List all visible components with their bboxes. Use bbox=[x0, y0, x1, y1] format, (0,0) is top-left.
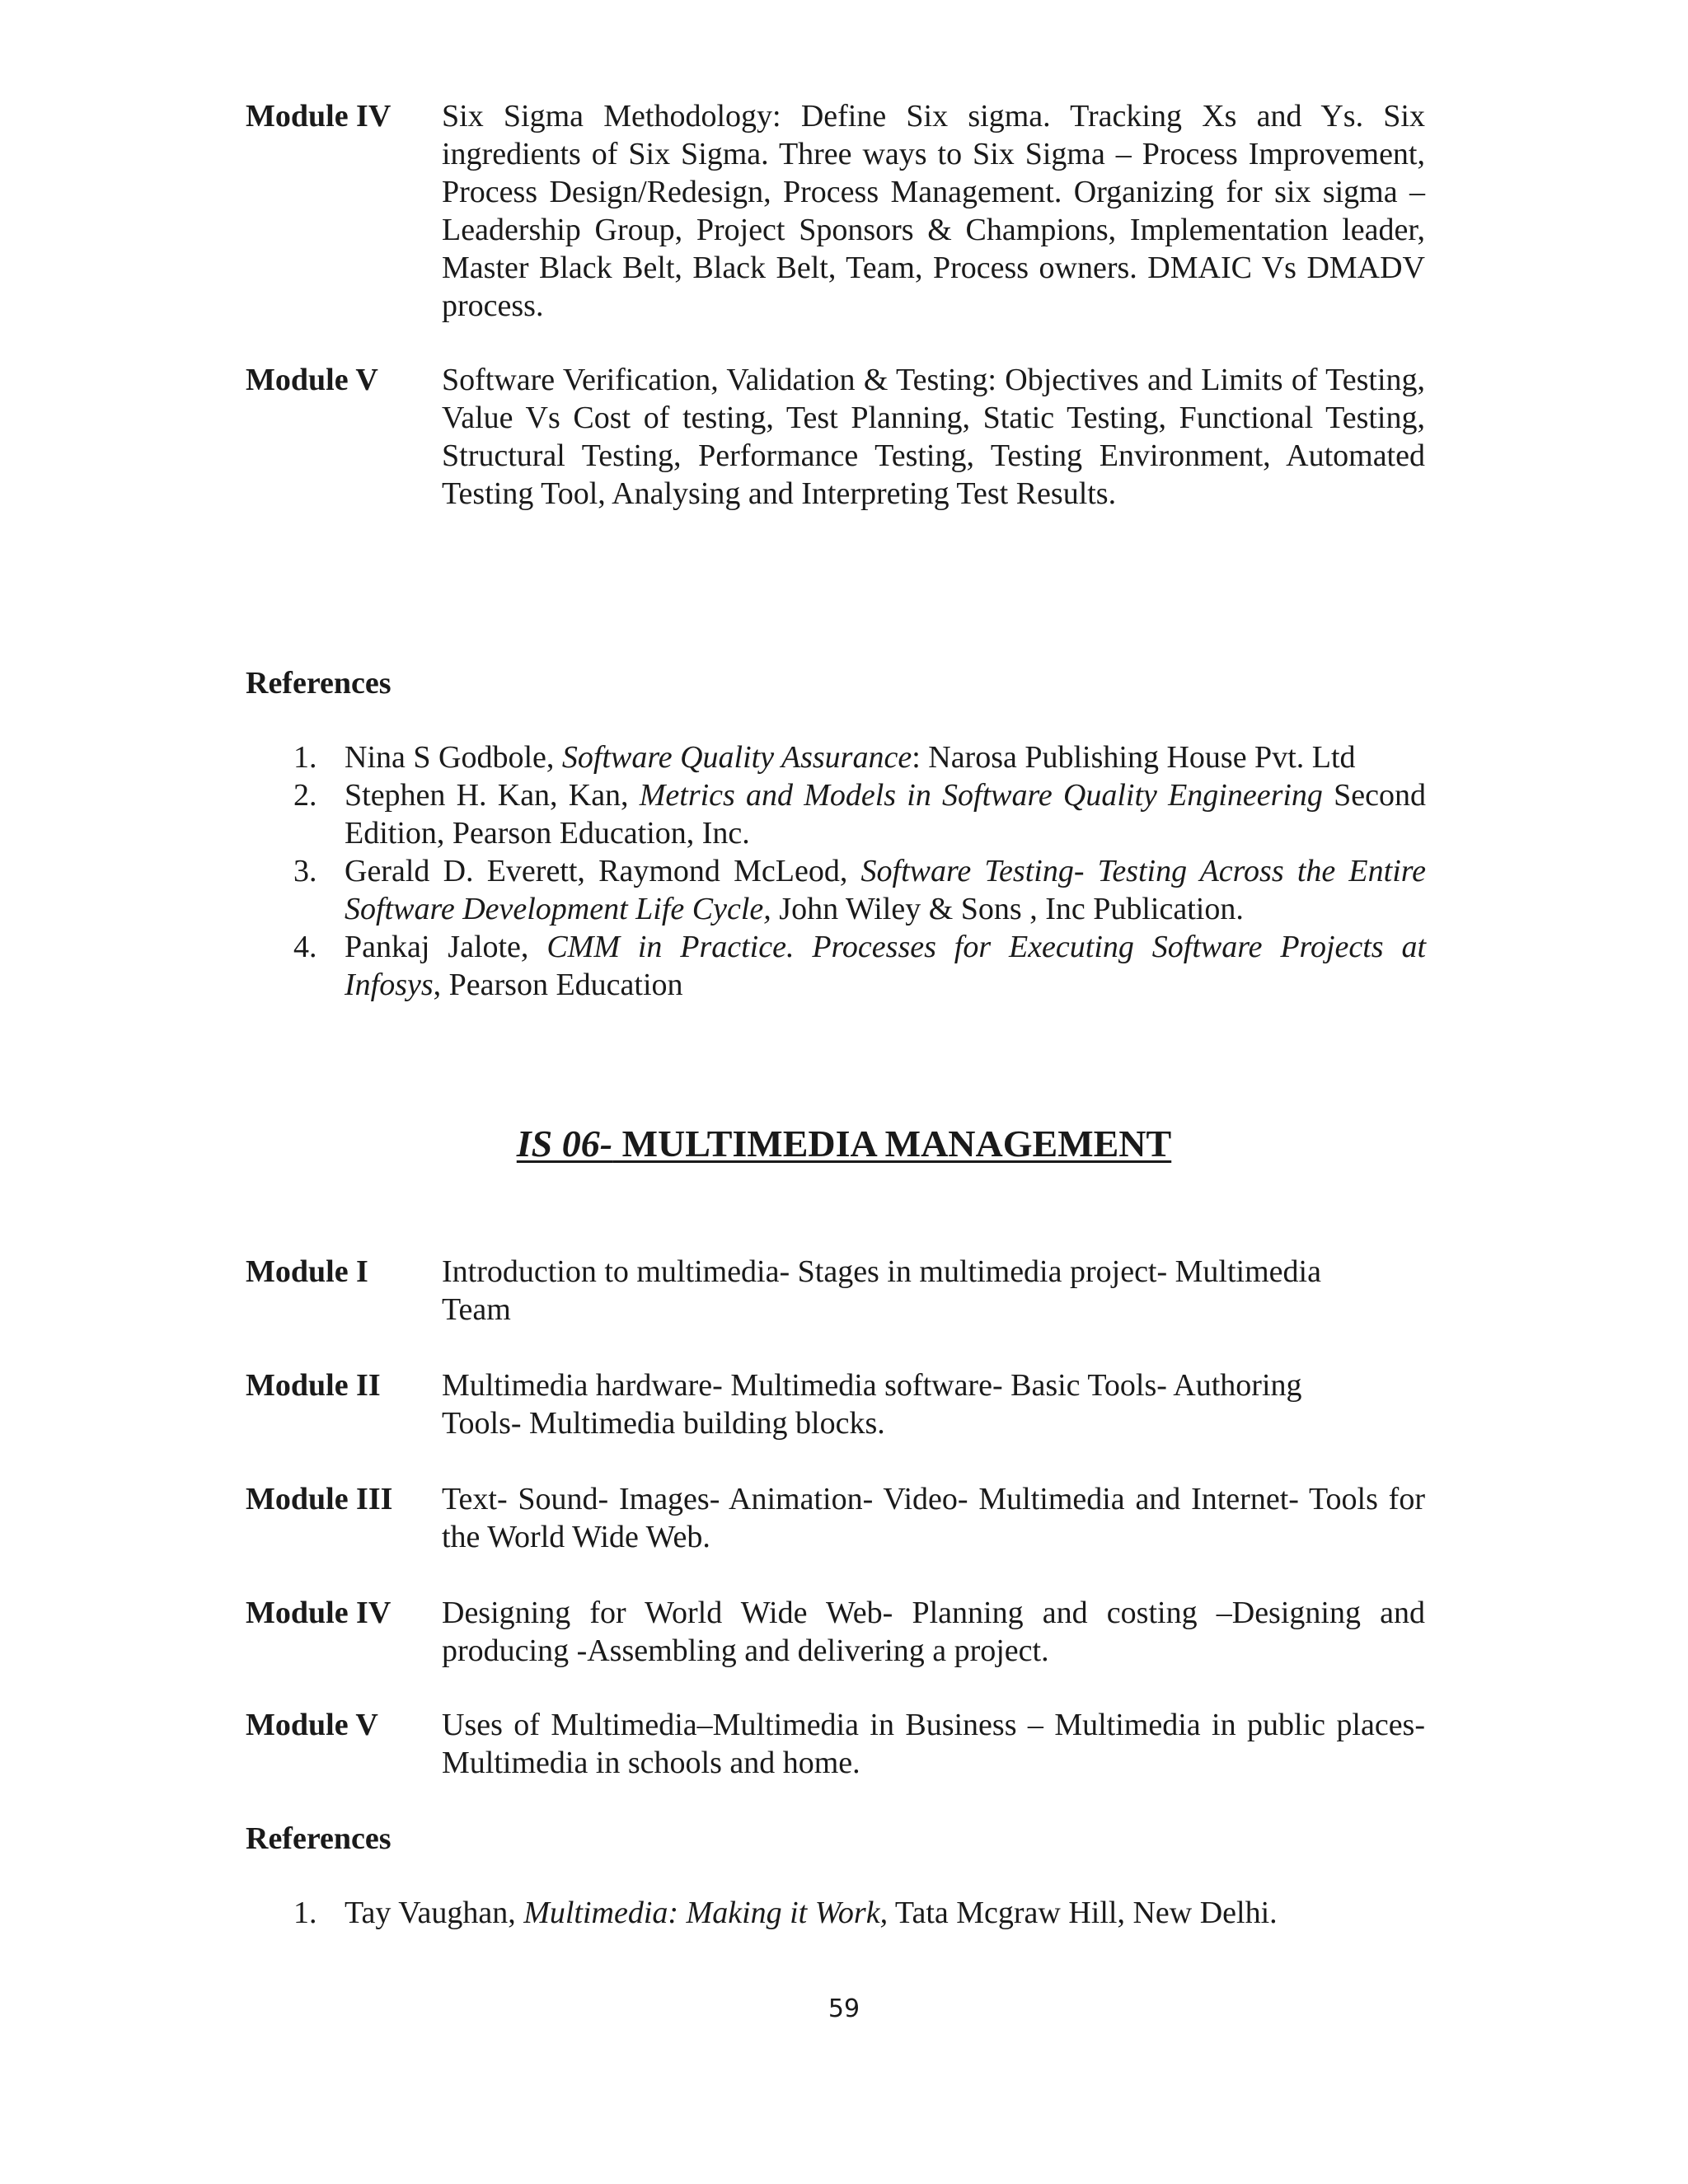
reference-title: Multimedia: Making it Work, bbox=[523, 1896, 889, 1930]
reference-text: Stephen H. Kan, Kan, Metrics and Models in Software Quality Engineering Second Edition, Pearson Education, Inc. bbox=[345, 778, 1426, 851]
module-description: Multimedia hardware- Multimedia software- Basic Tools- Authoring Tools- Multimedia building blocks. bbox=[442, 1368, 1302, 1441]
reference-title: Metrics and Models in Software Quality Engineering bbox=[639, 778, 1323, 813]
course-title bbox=[0, 1121, 1688, 1167]
reference-text: Pankaj Jalote, CMM in Practice. Processes for Executing Software Projects at Infosys, Pearson Education bbox=[345, 930, 1427, 1002]
module-description: Designing for World Wide Web- Planning and costing –Designing and producing -Assembling and delivering a project. bbox=[442, 1596, 1425, 1668]
reference-number: 2. bbox=[293, 778, 317, 813]
reference-number: 3. bbox=[293, 854, 317, 888]
reference-title: CMM in Practice. Processes for Executing Software Projects at Infosys bbox=[345, 930, 1427, 1002]
references-heading: References bbox=[246, 1821, 392, 1856]
reference-item bbox=[246, 928, 1426, 1004]
reference-text: Gerald D. Everett, Raymond McLeod, Software Testing- Testing Across the Entire Software Development Life Cycle, John Wiley & Sons , Inc Publication. bbox=[345, 854, 1427, 926]
module-label: Module IV bbox=[246, 1596, 392, 1630]
reference-title: Software Testing- Testing Across the Entire Software Development Life Cycle, bbox=[345, 854, 1427, 926]
module-description: Software Verification, Validation & Testing: Objectives and Limits of Testing, Value Vs Cost of testing, Test Planning, Static Testing, Functional Testing, Structural Testing, Performance Testing, Testing Environment, Automated Testing Tool, Analysing and Interpreting Test Results. bbox=[442, 363, 1425, 511]
module-label: Module IV bbox=[246, 99, 392, 134]
reference-list bbox=[246, 1894, 1426, 1932]
module-label: Module V bbox=[246, 1708, 378, 1742]
module-description: Introduction to multimedia- Stages in multimedia project- Multimedia Team bbox=[442, 1254, 1321, 1327]
reference-list bbox=[246, 738, 1426, 1004]
course-code: IS 06- bbox=[516, 1122, 613, 1165]
page-number: 59 bbox=[828, 1994, 860, 2023]
reference-item bbox=[246, 852, 1426, 928]
reference-title: Software Quality Assurance bbox=[561, 740, 912, 775]
reference-item bbox=[246, 776, 1426, 852]
module-label: Module V bbox=[246, 363, 378, 397]
module-label: Module II bbox=[246, 1368, 381, 1403]
module-description: Text- Sound- Images- Animation- Video- Multimedia and Internet- Tools for the World Wide Web. bbox=[442, 1482, 1425, 1554]
reference-number: 1. bbox=[293, 740, 317, 775]
module-label: Module III bbox=[246, 1482, 393, 1516]
reference-text: Tay Vaughan, Multimedia: Making it Work, Tata Mcgraw Hill, New Delhi. bbox=[345, 1896, 1278, 1930]
reference-item bbox=[246, 1894, 1426, 1932]
module-description: Uses of Multimedia–Multimedia in Business – Multimedia in public places- Multimedia in schools and home. bbox=[442, 1708, 1425, 1780]
module-description: Six Sigma Methodology: Define Six sigma. Tracking Xs and Ys. Six ingredients of Six Sigma. Three ways to Six Sigma – Process Improvement, Process Design/Redesign, Process Management. Organizing for six sigma – Leadership Group, Project Sponsors & Champions, Implementation leader, Master Black Belt, Black Belt, Team, Process owners. DMAIC Vs DMADV process. bbox=[442, 99, 1425, 323]
reference-number: 1. bbox=[293, 1896, 317, 1930]
module-label: Module I bbox=[246, 1254, 368, 1289]
reference-item bbox=[246, 738, 1426, 776]
reference-text: Nina S Godbole, Software Quality Assurance: Narosa Publishing House Pvt. Ltd bbox=[345, 740, 1356, 775]
references-heading: References bbox=[246, 666, 392, 701]
course-name: MULTIMEDIA MANAGEMENT bbox=[612, 1122, 1172, 1165]
reference-number: 4. bbox=[293, 930, 317, 964]
